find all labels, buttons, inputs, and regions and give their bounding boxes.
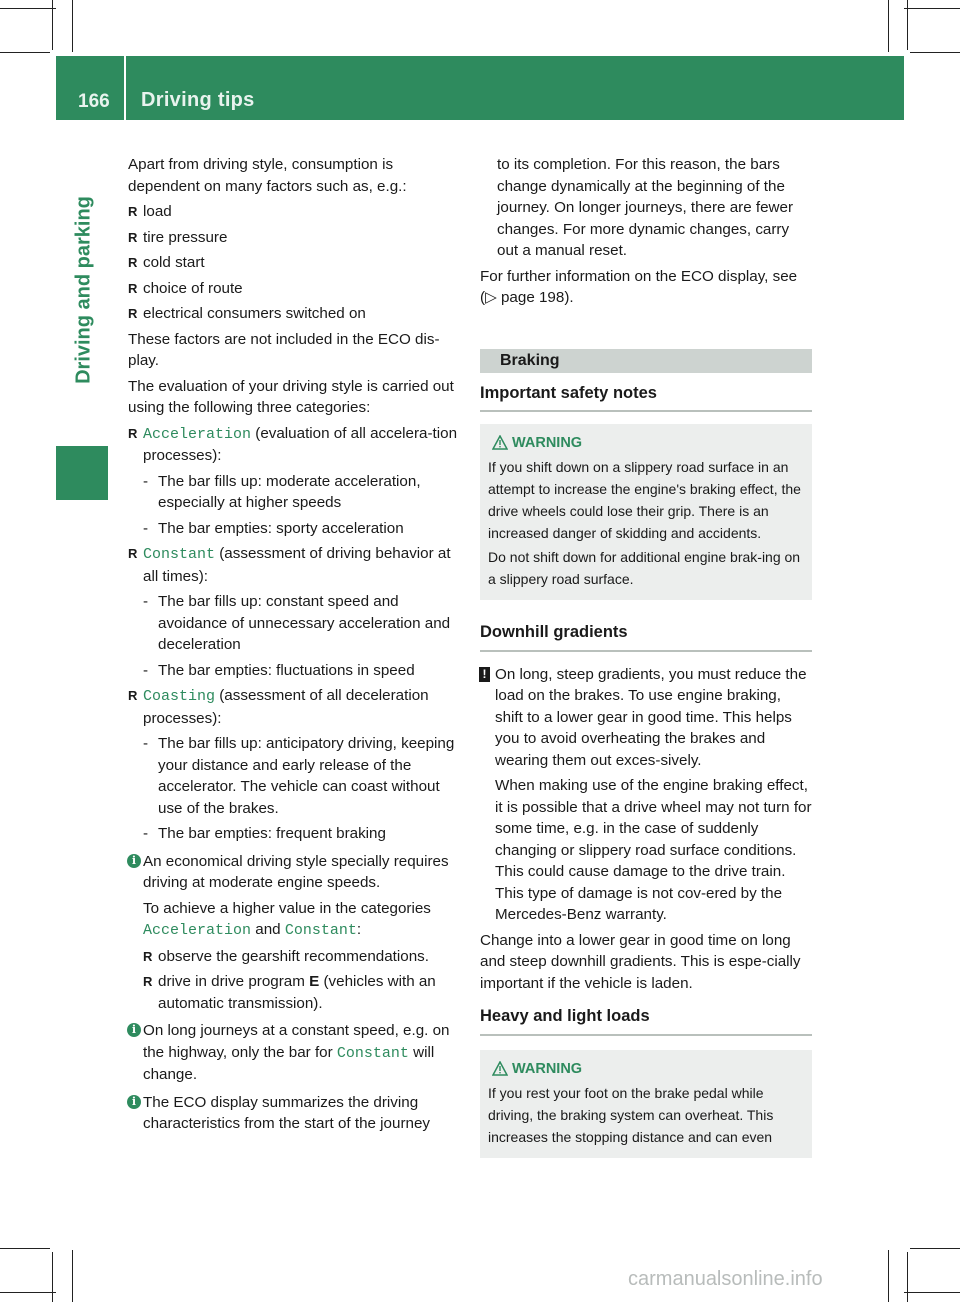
warning-box [480,1050,812,1158]
crop-mark [907,1252,908,1302]
factor-item: R cold start [128,252,460,274]
info-icon: i [127,1095,141,1109]
side-tab-marker [56,446,108,500]
crop-mark [910,1248,960,1249]
category-name: Constant [143,546,216,563]
crop-mark [0,52,50,53]
crop-mark [904,8,960,9]
caution-text: On long, steep gradients, you must reduce the load on the brakes. To use engine braking, shift to a lower gear in good time. This helps you to avoid overheating the brakes and wearing them out exces-sively. [495,665,807,769]
heading-safety-notes: Important safety notes [480,383,812,413]
info-icon: i [127,854,141,868]
category-point: - The bar fills up: constant speed and avoidance of unnecessary acceleration and deceleration [128,591,460,656]
category-point: - The bar empties: sporty acceleration [128,518,460,540]
category-name: Acceleration [143,425,252,443]
caution-text: When making use of the engine braking effect, it is possible that a drive wheel may not turn for some time, e.g. in the case of suddenly changing or slippery road surface conditions. This could cause damage to the drive train. This type of damage is not cov-ered by the Mercedes-Benz warranty. [495,777,812,923]
continuation-paragraph: to its completion. For this reason, the bars change dynamically at the beginning of the journey. On longer journeys, there are fewer changes. For more dynamic changes, carry out a manual reset. [497,156,794,259]
category-desc: (assessment of all deceleration processes): [143,687,429,727]
crop-mark [0,1292,56,1293]
info-text: An economical driving style specially requires driving at moderate engine speeds. [143,852,449,891]
crop-mark [910,52,960,53]
caution-note [480,664,812,926]
header-divider [124,56,126,120]
category-constant [128,543,460,587]
warning-triangle-icon [492,435,508,450]
crop-mark [0,8,56,9]
downhill-paragraph: Change into a lower gear in good time on long and steep downhill gradients. This is espe-cially important if the vehicle is laden. [480,931,801,992]
category-point: - The bar fills up: anticipatory driving, keeping your distance and early release of the accelerator. The vehicle can coast without use of the brakes. [128,733,460,819]
crop-mark [888,1250,889,1302]
category-desc: (evaluation of all accelera-tion processes): [143,424,458,464]
crop-mark [52,1252,53,1302]
warning-title: WARNING [488,1058,804,1080]
further-info: For further information on the ECO display, see (▷ page 198). [480,267,798,306]
intro-paragraph: Apart from driving style, consumption is dependent on many factors such as, e.g.: [128,156,407,195]
crop-mark [888,0,889,52]
factor-item: R choice of route [128,278,460,300]
warning-triangle-icon [492,1061,508,1076]
warning-text: If you shift down on a slippery road surface in an attempt to increase the engine's braking effect, the drive wheels could lose their grip. There is an increased danger of skidding and accidents. [488,459,801,541]
category-coasting [128,685,460,729]
page-reference[interactable]: page 198 [500,289,565,306]
section-title-braking: Braking [480,349,812,373]
info-bullet: R observe the gearshift recommendations. [143,946,460,968]
info-note: i On long journeys at a constant speed, e.g. on the highway, only the bar for Constant will change. [128,1020,460,1086]
category-desc: (assessment of driving behavior at all times): [143,545,451,585]
crop-mark [907,0,908,50]
heading-loads: Heavy and light loads [480,1006,812,1036]
right-column [480,154,812,1180]
category-point: - The bar empties: fluctuations in speed [128,660,460,682]
category-acceleration [128,423,460,467]
heading-downhill: Downhill gradients [480,622,812,652]
category-name: Coasting [143,688,216,705]
crop-mark [52,0,53,50]
chapter-title: Driving tips [141,89,255,111]
factor-item: R load [128,201,460,223]
crop-mark [72,0,73,52]
crop-mark [904,1292,960,1293]
info-bullet: R drive in drive program E (vehicles with an automatic transmission). [143,971,460,1014]
warning-text: Do not shift down for additional engine brak-ing on a slippery road surface. [488,549,801,587]
side-tab-label: Driving and parking [72,196,95,384]
page-number: 166 [78,91,110,112]
crop-mark [72,1250,73,1302]
category-point: - The bar fills up: moderate acceleration, especially at higher speeds [128,471,460,514]
factor-item: R tire pressure [128,227,460,249]
page-ref-arrow-icon: ▷ [485,289,497,306]
info-note: i The ECO display summarizes the driving characteristics from the start of the journey [128,1092,460,1135]
warning-title: WARNING [488,432,804,454]
not-included-paragraph: These factors are not included in the ECO dis-play. [128,330,440,369]
category-point: - The bar empties: frequent braking [128,823,460,845]
exclamation-icon: ! [479,667,490,682]
watermark: carmanualsonline.info [628,1268,823,1290]
evaluation-intro: The evaluation of your driving style is carried out using the following three categories: [128,377,454,416]
info-achieve: To achieve a higher value in the categories Acceleration and Constant: [143,899,431,939]
warning-box [480,424,812,600]
left-column [128,154,460,1139]
info-note [128,851,460,1015]
warning-text: If you rest your foot on the brake pedal while driving, the braking system can overheat. This increases the stopping distance and can even [488,1084,774,1145]
info-icon: i [127,1023,141,1037]
factor-item: R electrical consumers switched on [128,303,460,325]
crop-mark [0,1248,50,1249]
